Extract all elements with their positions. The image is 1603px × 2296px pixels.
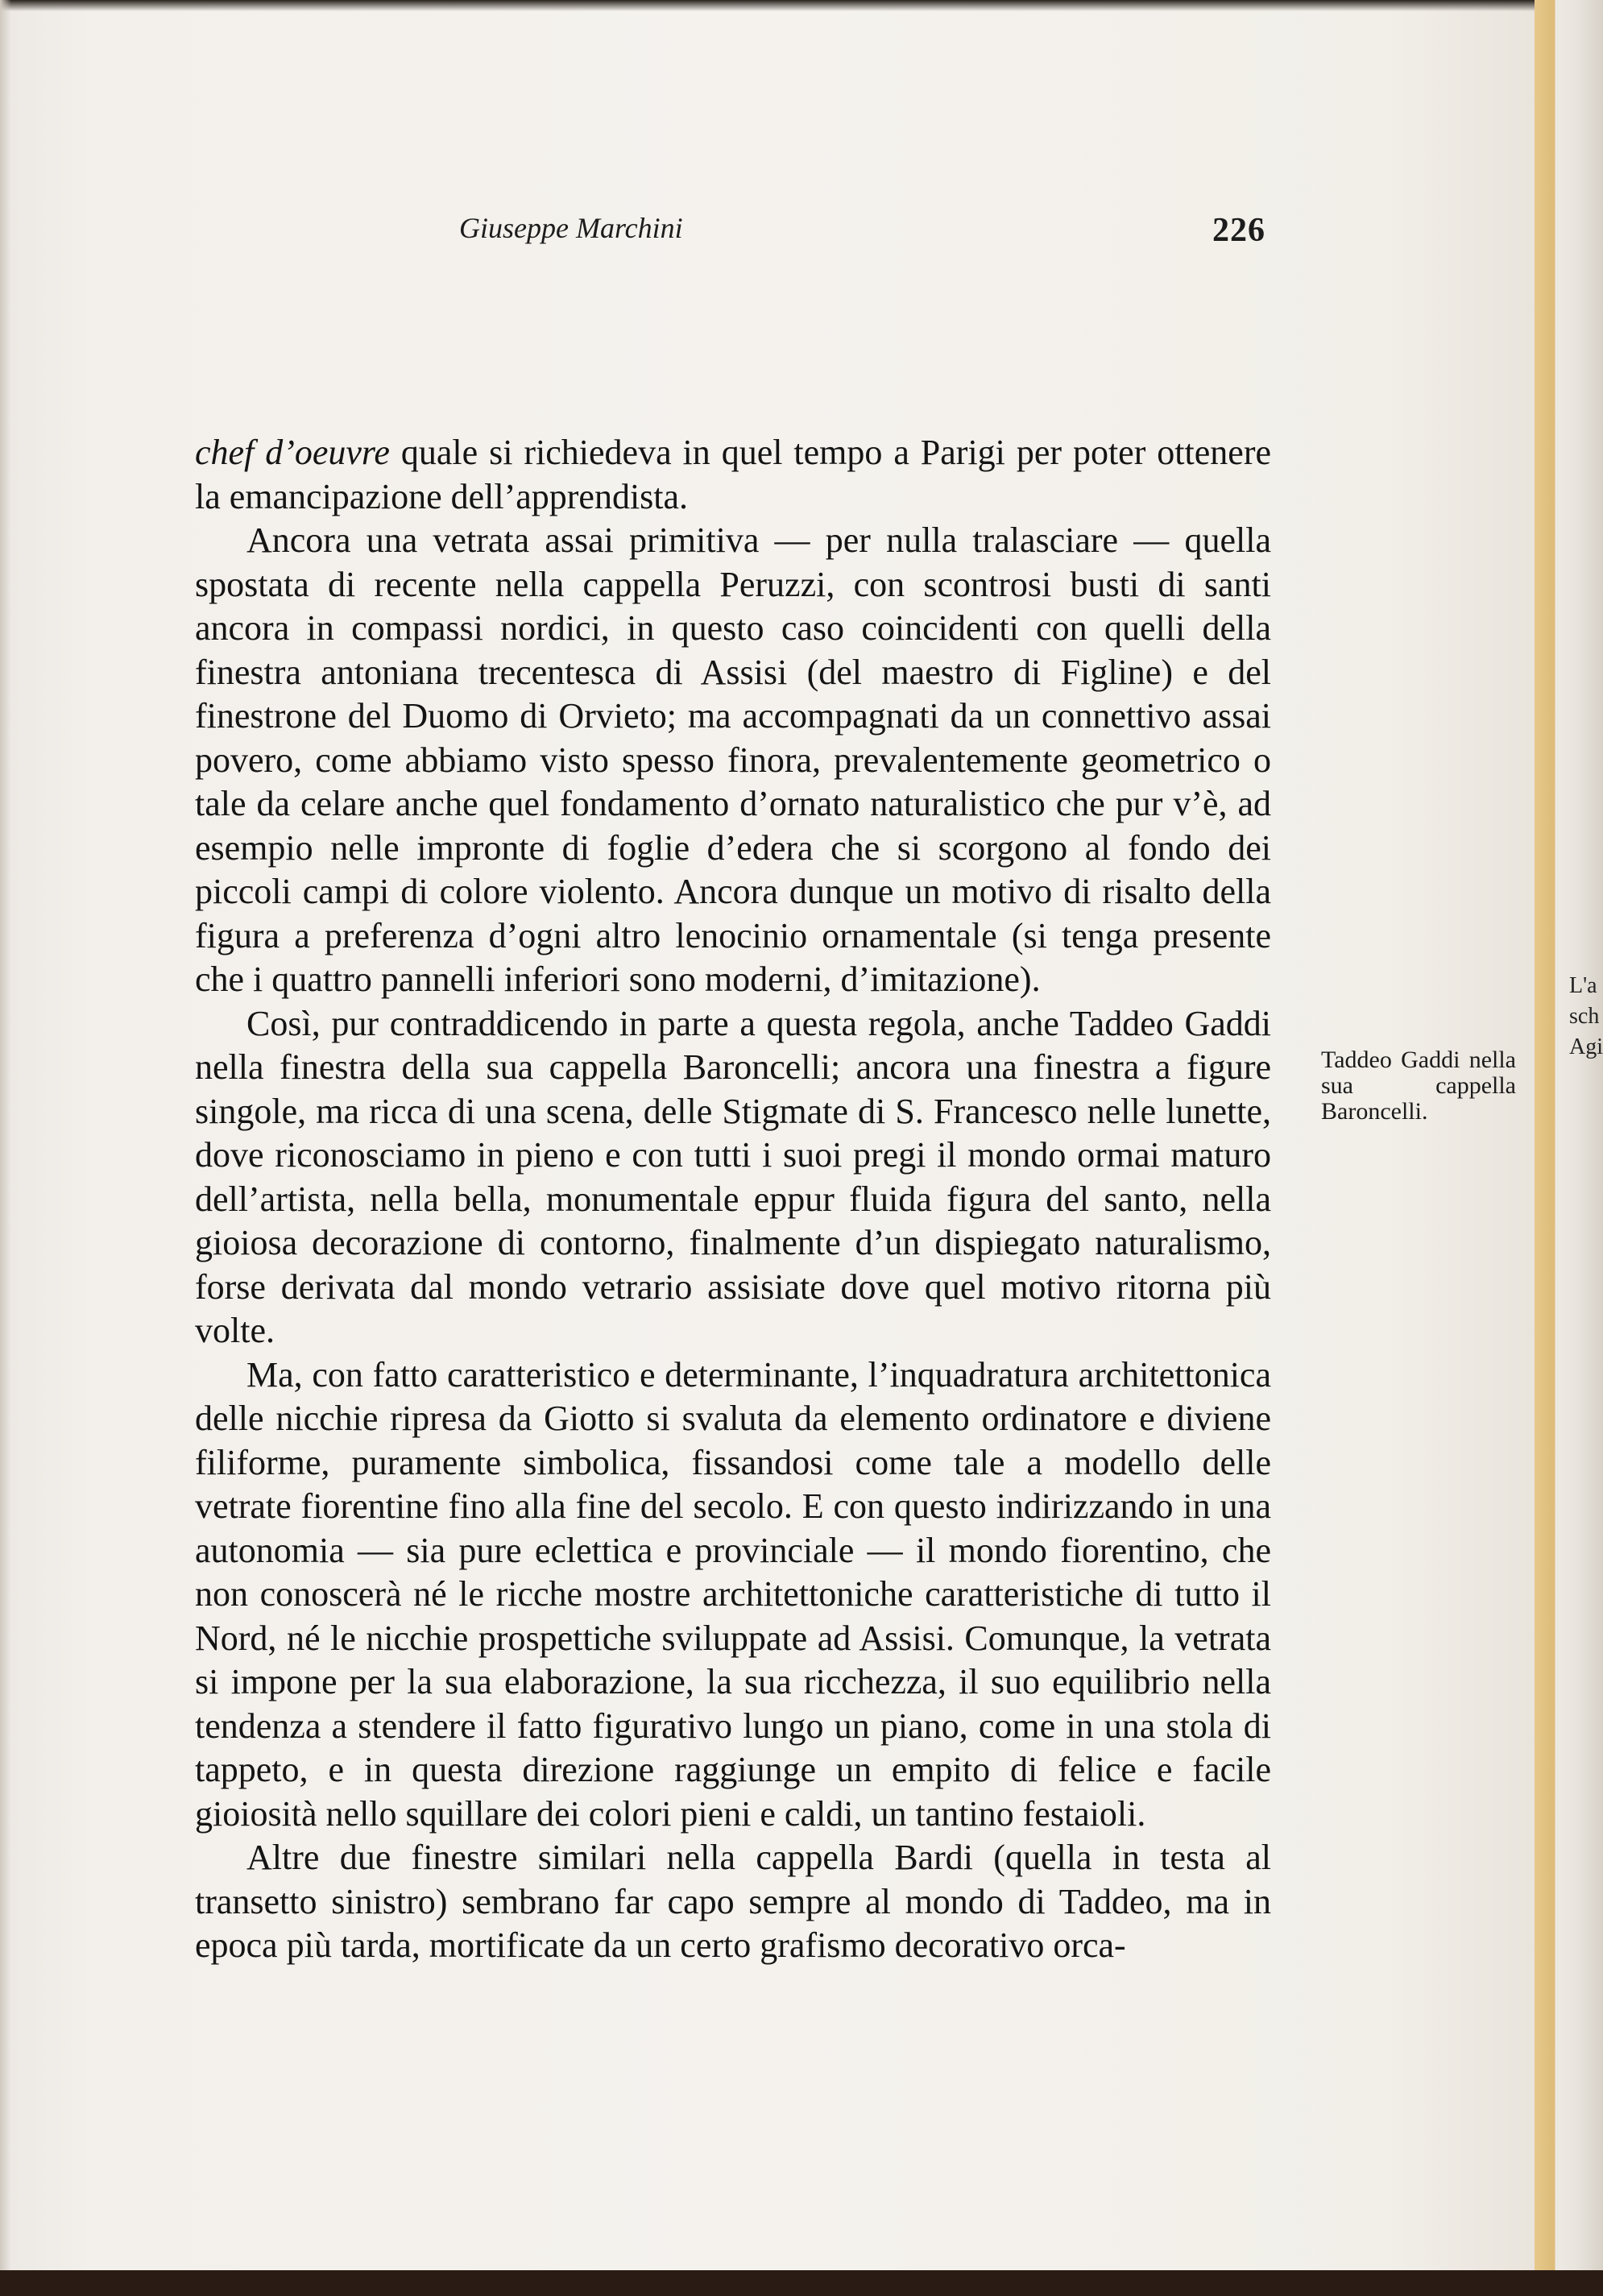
paragraph-5: Altre due finestre similari nella cappella Bardi (quella in testa al transetto sinistro) sembrano far capo sempre al mondo di Taddeo, ma in epoca più tarda, mortificate da un certo grafismo decorativo orca-	[195, 1838, 1271, 1965]
bottom-shadow-band	[0, 2270, 1603, 2296]
page-number: 226	[1212, 212, 1265, 249]
paragraph-4: Ma, con fatto caratteristico e determinante, l’inquadratura architettonica delle nicchie ripresa da Giotto si svaluta da elemento ordinatore e diviene filiforme, puramente simbolica, fissandosi come tale a modello delle vetrate fiorentine fino alla fine del secolo. E con questo indirizzando in una autonomia — sia pure eclettica e provinciale — il mondo fiorentino, che non conoscerà né le ricche mostre architettoniche caratteristiche di tutto il Nord, né le nicchie prospettiche sviluppate ad Assisi. Comunque, la vetrata si impone per la sua elaborazione, la sua ricchezza, il suo equilibrio nella tendenza a stendere il fatto figurativo lungo un piano, come in una stola di tappeto, e in questa direzione raggiunge un empito di felice e facile gioiosità nello squillare dei colori pieni e caldi, un tantino festaioli.	[195, 1354, 1271, 1834]
next-page-margin-line: L'a	[1569, 973, 1597, 998]
top-shadow	[0, 0, 1535, 11]
next-page-margin-line: Agi	[1569, 1034, 1603, 1059]
paragraph-1	[195, 431, 1271, 519]
running-header-author: Giuseppe Marchini	[459, 212, 683, 244]
paragraph-1-text: quale si richiedeva in quel tempo a Parigi per poter ottenere la emancipazione dell’apprendista.	[195, 433, 1271, 516]
margin-note: Taddeo Gaddi nella sua cappella Baroncelli.	[1321, 1046, 1516, 1125]
italic-phrase: chef d’oeuvre	[195, 433, 390, 472]
next-page-margin-note	[1569, 971, 1603, 1063]
body-text	[195, 431, 1271, 1968]
next-page-margin-line: sch	[1569, 1004, 1600, 1029]
paragraph-3: Così, pur contraddicendo in parte a questa regola, anche Taddeo Gaddi nella finestra della sua cappella Baroncelli; ancora una finestra a figure singole, ma ricca di una scena, delle Stigmate di S. Francesco nelle lunette, dove riconosciamo in pieno e con tutti i suoi pregi il mondo ormai maturo dell’artista, nella bella, monumentale eppur fluida figura del santo, nella gioiosa decorazione di contorno, finalmente d’un dispiegato naturalismo, forse derivata dal mondo vetrario assisiate dove quel motivo ritorna più volte.	[195, 1003, 1271, 1350]
left-page-edge	[0, 0, 11, 2296]
paragraph-2: Ancora una vetrata assai primitiva — per nulla tralasciare — quella spostata di recente nella cappella Peruzzi, con scontrosi busti di santi ancora in compassi nordici, in questo caso coincidenti con quelli della finestra antoniana trecentesca di Assisi (del maestro di Figline) e del finestrone del Duomo di Orvieto; ma accompagnati da un connettivo assai povero, come abbiamo visto spesso finora, prevalentemente geometrico o tale da celare anche quel fondamento d’ornato naturalistico che pur v’è, ad esempio nelle impronte di foglie d’edera che si scorgono al fondo dei piccoli campi di colore violento. Ancora dunque un motivo di risalto della figura a preferenza d’ogni altro lenocinio ornamentale (si tenga presente che i quattro pannelli inferiori sono moderni, d’imitazione).	[195, 520, 1271, 999]
